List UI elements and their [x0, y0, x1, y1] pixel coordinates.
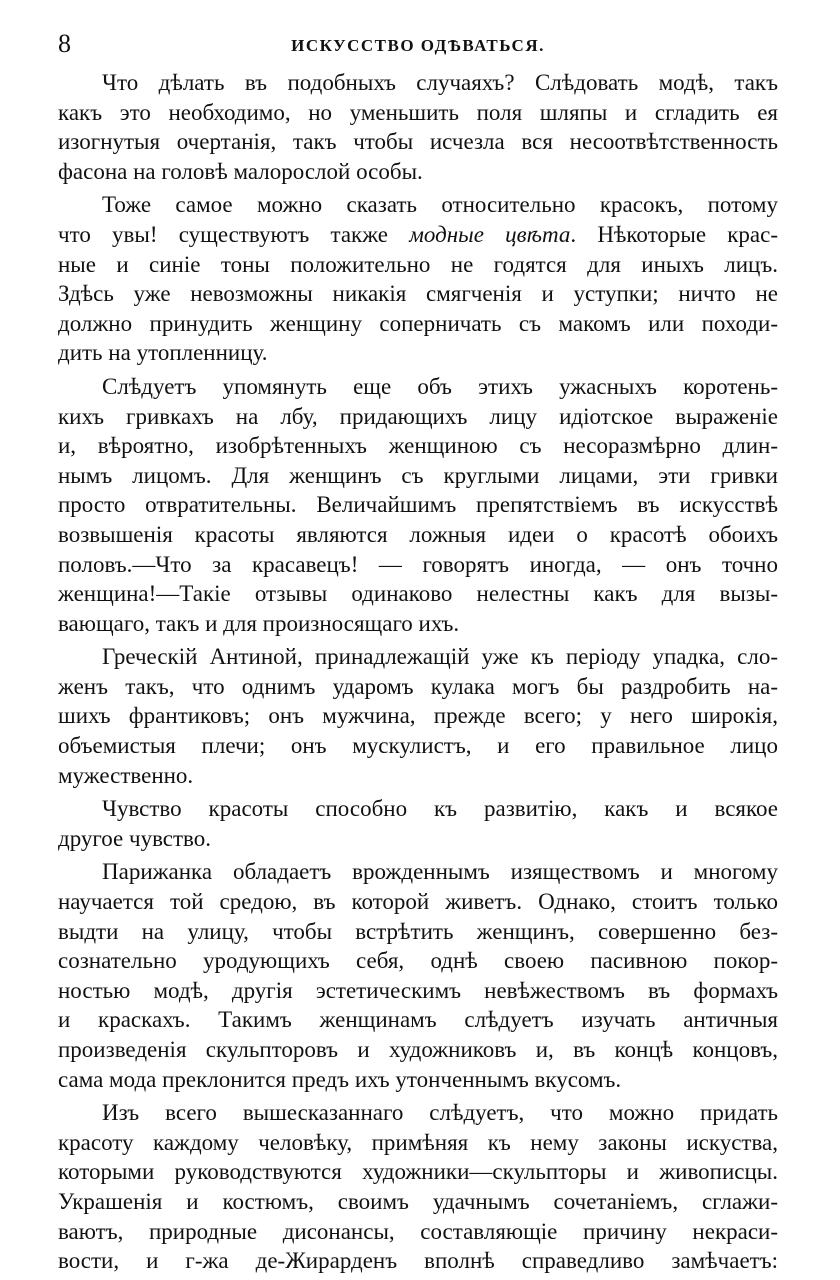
text-line: другое чувство.	[58, 825, 212, 851]
text-line: Изъ всего вышесказаннаго слѣдуетъ, что можно придать	[102, 1100, 778, 1126]
paragraph-7	[58, 1098, 778, 1276]
text-line: ные и синіе тоны положительно не годятся для иныхъ лицъ.	[58, 251, 778, 277]
text-line: выдти на улицу, чтобы встрѣтить женщинъ, совершенно без-	[58, 918, 778, 944]
body-text	[58, 68, 778, 1276]
text-line: которыми руководствуются художники—скульпторы и живописцы.	[58, 1159, 778, 1185]
text-line: какъ это необходимо, но уменьшить поля шляпы и сгладить ея	[58, 99, 778, 125]
text-line-with-italic: что увы! существуютъ также модные цвѣта. Нѣкоторые крас-	[58, 221, 778, 247]
italic-phrase: модные цвѣта	[409, 221, 571, 247]
paragraph-6	[58, 857, 778, 1094]
text-line: сама мода преклонится предъ ихъ утонченнымъ вкусомъ.	[58, 1066, 622, 1092]
text-line: и краскахъ. Такимъ женщинамъ слѣдуетъ изучать античныя	[58, 1007, 778, 1033]
text-line: и, вѣроятно, изобрѣтенныхъ женщиною съ несоразмѣрно длин-	[58, 433, 778, 459]
text-line: женъ такъ, что однимъ ударомъ кулака могъ бы раздробить на-	[58, 673, 778, 699]
text-line: Чувство красоты способно къ развитію, какъ и всякое	[102, 796, 778, 822]
text-line: просто отвратительны. Величайшимъ препятствіемъ въ искусствѣ	[58, 492, 778, 518]
text-line: научается той средою, въ которой живетъ. Однако, стоитъ только	[58, 889, 778, 915]
text-line: объемистыя плечи; онъ мускулистъ, и его правильное лицо	[58, 733, 778, 759]
book-page	[58, 28, 778, 1280]
text-line: женщина!—Такіе отзывы одинаково нелестны какъ для вызы-	[58, 581, 778, 607]
text-line: должно принудить женщину соперничать съ макомъ или походи-	[58, 310, 778, 336]
paragraph-2	[58, 190, 778, 368]
text-line: нымъ лицомъ. Для женщинъ съ круглыми лицами, эти гривки	[58, 462, 778, 488]
paragraph-5	[58, 794, 778, 853]
paragraph-4	[58, 642, 778, 790]
text-line: Тоже самое можно сказать относительно красокъ, потому	[102, 192, 778, 218]
text-line: произведенія скульпторовъ и художниковъ и, въ концѣ концовъ,	[58, 1037, 778, 1062]
page-number: 8	[58, 29, 71, 58]
text-line: вающаго, такъ и для произносящаго ихъ.	[58, 610, 460, 636]
text-line: Что дѣлать въ подобныхъ случаяхъ? Слѣдовать модѣ, такъ	[102, 70, 778, 95]
text-line: шихъ франтиковъ; онъ мужчина, прежде всего; у него широкія,	[58, 703, 778, 729]
text-line: Украшенія и костюмъ, своимъ удачнымъ сочетаніемъ, сглажи-	[58, 1188, 778, 1214]
text-line: Парижанка обладаетъ врожденнымъ изяществомъ и многому	[102, 859, 778, 885]
text-line: кихъ гривкахъ на лбу, придающихъ лицу идіотское выраженіе	[58, 403, 778, 429]
text-line: возвышенія красоты являются ложныя идеи о красотѣ обоихъ	[58, 521, 778, 547]
text-line: ваютъ, природные дисонансы, составляющіе причину некраси-	[58, 1218, 778, 1244]
text-line: сознательно уродующихъ себя, однѣ своею пасивною покор-	[58, 948, 778, 974]
running-title: ИСКУССТВО ОДѢВАТЬСЯ.	[291, 36, 545, 55]
paragraph-3	[58, 372, 778, 638]
page-header	[58, 28, 778, 64]
text-line: дить на утопленницу.	[58, 340, 268, 366]
text-line: фасона на головѣ малорослой особы.	[58, 158, 423, 184]
text-line: изогнутыя очертанія, такъ чтобы исчезла вся несоотвѣтственность	[58, 129, 778, 155]
text-line: Здѣсь уже невозможны никакія смягченія и уступки; ничто не	[58, 281, 778, 307]
text-line: половъ.—Что за красавецъ! — говорятъ иногда, — онъ точно	[58, 551, 778, 577]
text-line: ностью модѣ, другія эстетическимъ невѣжествомъ въ формахъ	[58, 977, 778, 1003]
text-line: красоту каждому человѣку, примѣняя къ нему законы искуства,	[58, 1129, 778, 1155]
text-line: Греческій Антиной, принадлежащій уже къ періоду упадка, сло-	[102, 644, 778, 670]
paragraph-1	[58, 68, 778, 186]
text-line: вости, и г-жа де-Жирарденъ вполнѣ справедливо замѣчаетъ:	[58, 1248, 778, 1274]
text-line: Слѣдуетъ упомянуть еще объ этихъ ужасныхъ коротень-	[102, 373, 778, 399]
text-line: мужественно.	[58, 762, 194, 788]
